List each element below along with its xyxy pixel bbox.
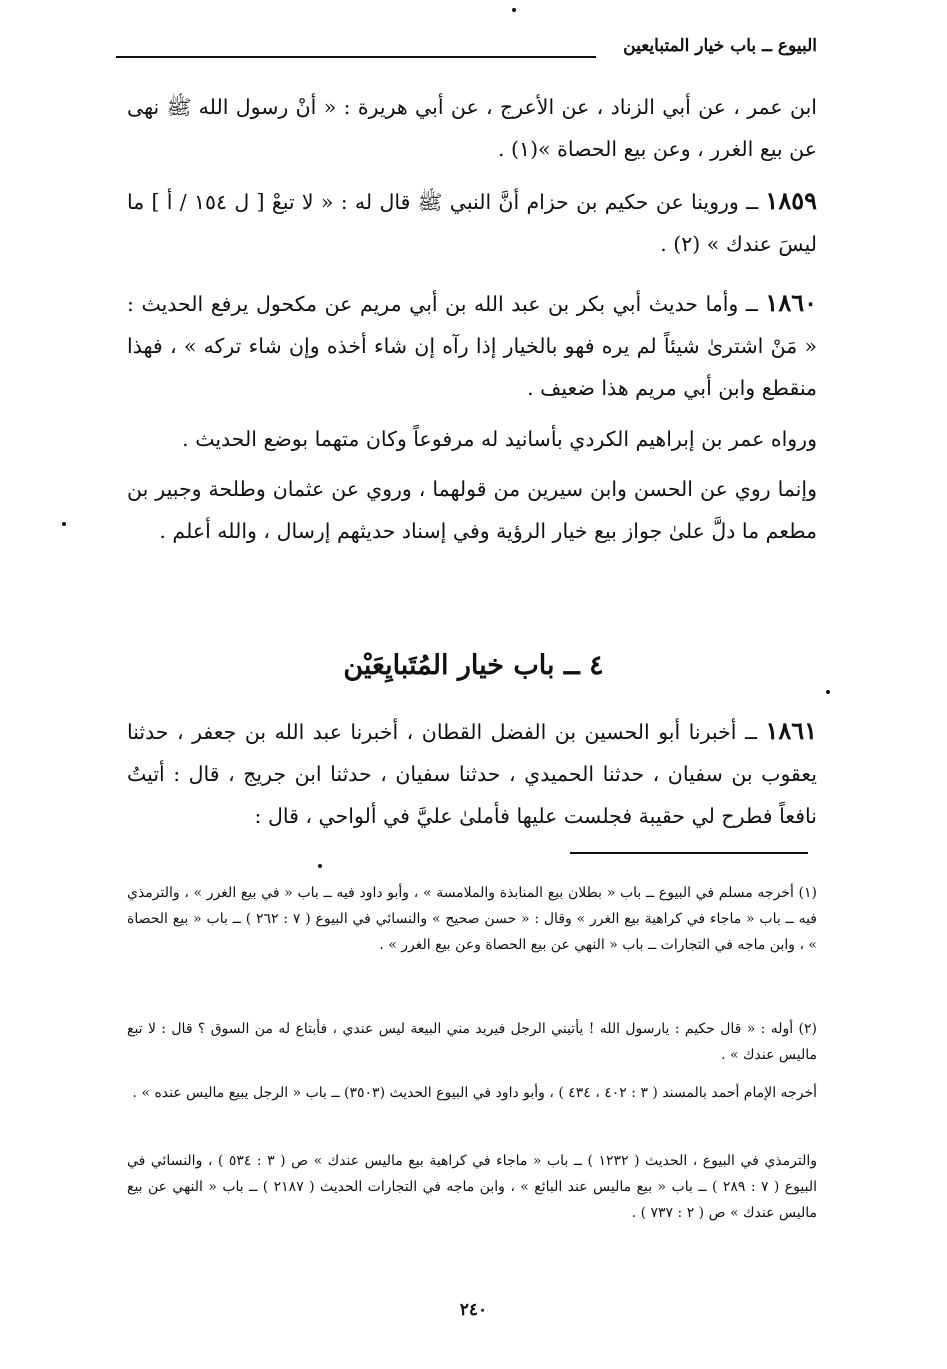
footnote-2-source-a: أخرجه الإمام أحمد بالمسند ( ٣ : ٤٠٢ ، ٤٣٤ ) ، وأبو داود في البيوع الحديث (٣٥٠٣) ــ باب « الرجل يبيع ماليس عنده » . <box>132 1085 817 1101</box>
paragraph-text: وإنما روي عن الحسن وابن سيرين من قولهما ، وروي عن عثمان وطلحة وجبير بن مطعم ما دلَّ علىٰ جواز بيع خيار الرؤية وفي إسناد حديثهم إرسال ، والله أعلم . <box>127 477 817 543</box>
paragraph-text: ــ وروينا عن حكيم بن حزام أنَّ النبي ﷺ قال له : « لا تبعْ [ ل ١٥٤ / أ ] ما ليسَ عندك » (٢) . <box>127 190 817 256</box>
paragraph-text: ورواه عمر بن إبراهيم الكردي بأسانيد له مرفوعاً وكان متهما بوضع الحديث . <box>182 427 817 451</box>
footnote-2: (٢) أوله : « قال حكيم : يارسول الله ! يأتيني الرجل فيريد مني البيعة ليس عندي ، فأبتاع له من السوق ؟ قال : لا تبع ماليس عندك » . <box>127 1021 817 1063</box>
footnote-2-source-b: والترمذي في البيوع ، الحديث ( ١٢٣٢ ) ــ باب « ماجاء في كراهية بيع ماليس عندك » ص ( ٣ : ٥٣٤ ) ، والنسائي في البيوع ( ٧ : ٢٨٩ ) ــ باب « بيع ماليس عند البائع » ، وابن ماجه في التجارات الحديث ( ٢١٨٧ ) ــ باب « النهي عن بيع ماليس عندك » ص ( ٢ : ٧٣٧ ) . <box>127 1153 818 1221</box>
header-rule <box>116 56 596 58</box>
ink-speck-top <box>512 8 516 12</box>
paragraph-1861 <box>127 710 817 837</box>
paragraph-text: ــ أخبرنا أبو الحسين بن الفضل القطان ، أخبرنا عبد الله بن جعفر ، حدثنا يعقوب بن سفيان ، حدثنا الحميدي ، حدثنا سفيان ، حدثنا ابن جريج ، قال : أتيتُ نافعاً فطرح لي حقيبة فجلست عليها فأملىٰ عليَّ في ألواحي ، قال : <box>127 720 817 828</box>
paragraph-text: ابن عمر ، عن أبي الزناد ، عن الأعرج ، عن أبي هريرة : « أنْ رسول الله ﷺ نهى عن بيع الغرر ، وعن بيع الحصاة »(١) . <box>127 95 817 161</box>
running-header: البيوع ــ باب خيار المتبايعين <box>623 36 817 56</box>
ink-speck-right <box>826 690 830 694</box>
ink-speck-left <box>62 522 66 526</box>
hadith-number: ١٨٦٠ <box>765 288 817 317</box>
page-number: ٢٤٠ <box>459 1300 488 1320</box>
paragraph-1860 <box>127 282 817 409</box>
paragraph-hasan-narration <box>127 468 817 552</box>
footnote-rule <box>570 852 808 854</box>
paragraph-umar-narration <box>127 418 817 460</box>
ink-speck-middle <box>318 864 322 868</box>
paragraph-1859 <box>127 180 817 265</box>
hadith-number: ١٨٦١ <box>765 716 817 745</box>
footnote-1: (١) أخرجه مسلم في البيوع ــ باب « بطلان بيع المنابذة والملامسة » ، وأبو داود فيه ــ باب « في بيع الغرر » ، والترمذي فيه ــ باب « ماجاء في كراهية بيع الغرر » وقال : « حسن صحيح » والنسائي في البيوع ( ٧ : ٢٦٢ ) ــ باب « بيع الحصاة » ، وابن ماجه في التجارات ــ باب « النهي عن بيع الحصاة وعن بيع الغرر » . <box>127 885 818 953</box>
paragraph-continuation <box>127 86 817 170</box>
hadith-number: ١٨٥٩ <box>765 186 817 215</box>
section-heading: ٤ ــ باب خيار المُتَبايِعَيْن <box>343 650 604 681</box>
paragraph-text: ــ وأما حديث أبي بكر بن عبد الله بن أبي مريم عن مكحول يرفع الحديث : « مَنْ اشترىٰ شيئاً لم يره فهو بالخيار إذا رآه إن شاء أخذه وإن شاء تركه » ، فهذا منقطع وابن أبي مريم هذا ضعيف . <box>127 292 817 400</box>
